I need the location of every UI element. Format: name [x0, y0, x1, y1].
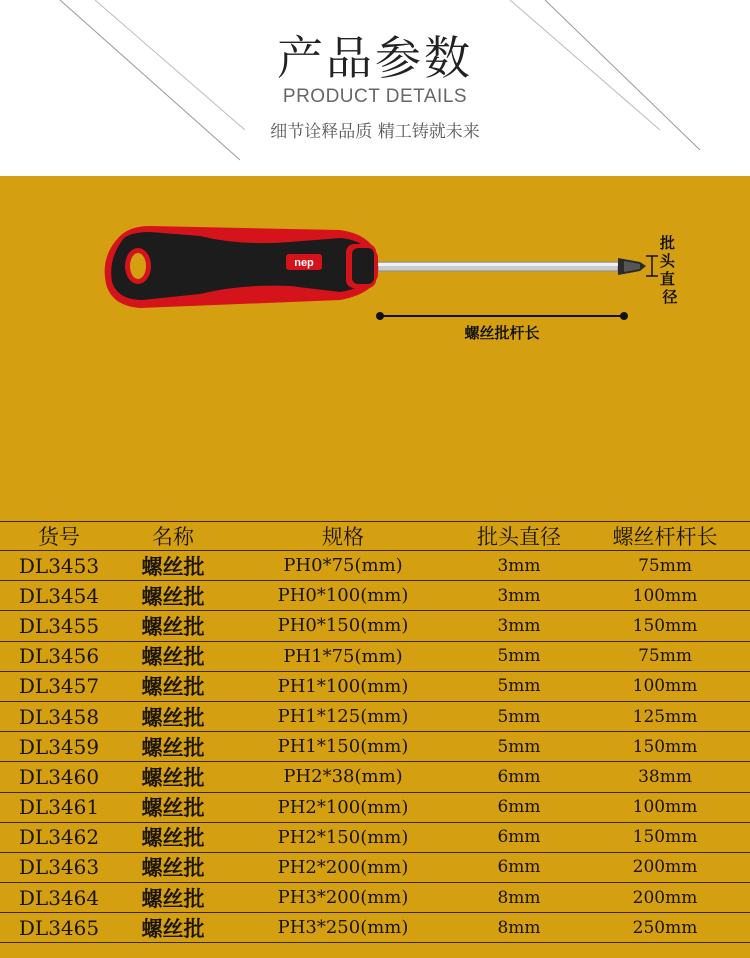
page-header — [0, 0, 750, 176]
spec-cell: PH3*200(mm) — [277, 887, 409, 909]
table-row — [0, 581, 750, 611]
product-name-cell: 螺丝批 — [141, 826, 205, 851]
spec-table — [0, 521, 750, 958]
spec-cell: PH1*125(mm) — [277, 706, 409, 728]
spec-cell: PH3*250(mm) — [277, 917, 409, 939]
product-name-cell: 螺丝批 — [141, 554, 205, 579]
table-row — [0, 913, 750, 943]
table-row — [0, 732, 750, 762]
shaft-length-cell: 200mm — [632, 857, 698, 878]
page-subtitle: PRODUCT DETAILS — [282, 86, 468, 107]
spec-cell: PH2*100(mm) — [277, 796, 409, 818]
item-code-cell: DL3462 — [18, 825, 100, 850]
shaft-length-label: 螺丝批杆长 — [464, 324, 540, 342]
spec-cell: PH1*100(mm) — [277, 675, 409, 697]
brand-logo: nep — [294, 257, 314, 269]
spec-cell: PH2*150(mm) — [277, 826, 409, 848]
bit-diameter-cell: 3mm — [497, 555, 541, 576]
bit-diameter-cell: 8mm — [497, 887, 541, 908]
page-title: 产品参数 — [277, 31, 473, 85]
item-code-cell: DL3457 — [18, 674, 100, 699]
bit-diameter-cell: 5mm — [497, 706, 541, 727]
table-row — [0, 672, 750, 702]
table-row — [0, 853, 750, 883]
product-diagram — [0, 176, 750, 521]
shaft-length-cell: 100mm — [632, 797, 698, 818]
item-code-cell: DL3465 — [18, 915, 100, 940]
product-name-cell: 螺丝批 — [141, 796, 205, 821]
bit-diameter-cell: 6mm — [497, 766, 541, 787]
bit-diameter-cell: 6mm — [497, 827, 541, 848]
product-name-cell: 螺丝批 — [141, 645, 205, 670]
spec-table-header — [0, 521, 750, 551]
spec-cell: PH2*38(mm) — [283, 766, 403, 788]
screwdriver-illustration — [0, 176, 750, 521]
product-name-cell: 螺丝批 — [141, 856, 205, 881]
bit-diameter-cell: 5mm — [497, 646, 541, 667]
item-code-cell: DL3454 — [18, 583, 100, 608]
item-code-cell: DL3460 — [18, 764, 100, 789]
product-name-cell: 螺丝批 — [141, 705, 205, 730]
table-row — [0, 762, 750, 792]
table-row — [0, 702, 750, 732]
item-code-cell: DL3456 — [18, 644, 100, 669]
spec-table-body — [0, 551, 750, 943]
product-name-cell: 螺丝批 — [141, 614, 205, 639]
product-name-cell: 螺丝批 — [141, 584, 205, 609]
item-code-cell: DL3458 — [18, 704, 100, 729]
item-code-cell: DL3455 — [18, 613, 100, 638]
shaft-length-cell: 100mm — [632, 676, 698, 697]
header-cell: 名称 — [152, 525, 194, 549]
table-row — [0, 642, 750, 672]
header-cell: 螺丝杆杆长 — [612, 525, 718, 549]
spec-cell: PH1*75(mm) — [283, 645, 403, 667]
item-code-cell: DL3461 — [18, 795, 100, 820]
product-name-cell: 螺丝批 — [141, 886, 205, 911]
spec-cell: PH0*75(mm) — [283, 555, 403, 577]
bit-diameter-cell: 3mm — [497, 585, 541, 606]
bit-diameter-cell: 5mm — [497, 676, 541, 697]
shaft-length-cell: 75mm — [638, 646, 692, 667]
header-cell: 规格 — [322, 525, 364, 549]
shaft-length-cell: 150mm — [632, 615, 698, 636]
table-row — [0, 793, 750, 823]
product-name-cell: 螺丝批 — [141, 916, 205, 941]
spec-cell: PH2*200(mm) — [277, 856, 409, 878]
item-code-cell: DL3453 — [18, 553, 100, 578]
shaft-length-cell: 75mm — [638, 555, 692, 576]
shaft-length-cell: 100mm — [632, 585, 698, 606]
bit-diameter-cell: 6mm — [497, 857, 541, 878]
spec-cell: PH0*100(mm) — [277, 585, 409, 607]
product-name-cell: 螺丝批 — [141, 675, 205, 700]
table-row — [0, 883, 750, 913]
bit-diameter-cell: 8mm — [497, 917, 541, 938]
shaft-length-cell: 250mm — [632, 917, 698, 938]
item-code-cell: DL3459 — [18, 734, 100, 759]
header-cell: 货号 — [38, 525, 80, 549]
header-cell: 批头直径 — [477, 525, 561, 549]
spec-cell: PH1*150(mm) — [277, 736, 409, 758]
bit-diameter-label: 批 头 直 径 — [659, 234, 678, 306]
bit-diameter-cell: 3mm — [497, 615, 541, 636]
product-name-cell: 螺丝批 — [141, 735, 205, 760]
item-code-cell: DL3463 — [18, 855, 100, 880]
item-code-cell: DL3464 — [18, 885, 100, 910]
table-row — [0, 551, 750, 581]
table-row — [0, 823, 750, 853]
shaft-length-cell: 38mm — [638, 766, 692, 787]
shaft-length-cell: 150mm — [632, 827, 698, 848]
product-name-cell: 螺丝批 — [141, 765, 205, 790]
table-row — [0, 611, 750, 641]
shaft-length-cell: 200mm — [632, 887, 698, 908]
bit-diameter-cell: 5mm — [497, 736, 541, 757]
shaft-length-cell: 125mm — [632, 706, 698, 727]
bit-diameter-cell: 6mm — [497, 797, 541, 818]
shaft-length-cell: 150mm — [632, 736, 698, 757]
page-tagline: 细节诠释品质 精工铸就未来 — [270, 122, 480, 142]
spec-cell: PH0*150(mm) — [277, 615, 409, 637]
